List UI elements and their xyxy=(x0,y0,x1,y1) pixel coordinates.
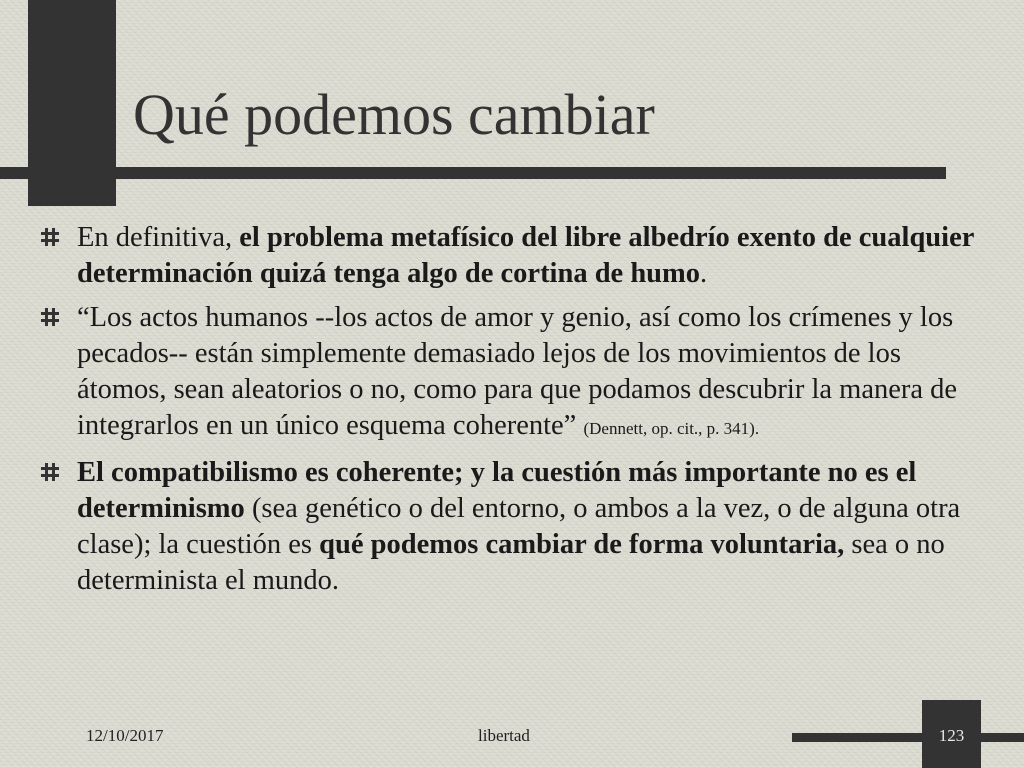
decorative-horizontal-bar xyxy=(0,167,946,179)
bullet-text: En definitiva, xyxy=(77,222,240,253)
hash-bullet-icon xyxy=(40,307,60,327)
decorative-footer-bar xyxy=(792,733,1024,742)
bullet-text: (sea genético o del entorno, o ambos a la vez, o de alguna otra clase); la cuestión es xyxy=(77,493,961,560)
footer-title: libertad xyxy=(478,726,530,745)
bullet-item-1 xyxy=(40,220,995,292)
bullet-text-bold: el problema metafísico del libre albedrío exento de cualquier determinación quizá tenga algo de cortina de humo xyxy=(77,222,974,289)
page-number: 123 xyxy=(938,726,965,745)
bullet-text-bold: El compatibilismo es coherente; y la cuestión más importante no es el determinismo xyxy=(77,457,917,524)
bullet-item-2 xyxy=(40,300,995,447)
hash-bullet-icon xyxy=(40,227,60,247)
footer-date: 12/10/2017 xyxy=(86,726,164,745)
bullet-text: sea o no determinista el mundo. xyxy=(77,529,945,596)
bullet-text: . xyxy=(700,258,708,289)
bullet-text: “Los actos humanos --los actos de amor y genio, así como los crímenes y los pecados-- están simplemente demasiado lejos de los movimientos de los átomos, sean aleatorios o no, como para que podamos descubrir la manera de integrarlos en un único esquema coherente” xyxy=(77,302,958,441)
bullet-item-3 xyxy=(40,455,995,599)
slide-title: Qué podemos cambiar xyxy=(133,82,655,147)
hash-bullet-icon xyxy=(40,462,60,482)
slide-content xyxy=(40,220,995,607)
bullet-text-bold: qué podemos cambiar de forma voluntaria, xyxy=(319,529,845,560)
citation: (Dennett, op. cit., p. 341). xyxy=(583,419,760,438)
